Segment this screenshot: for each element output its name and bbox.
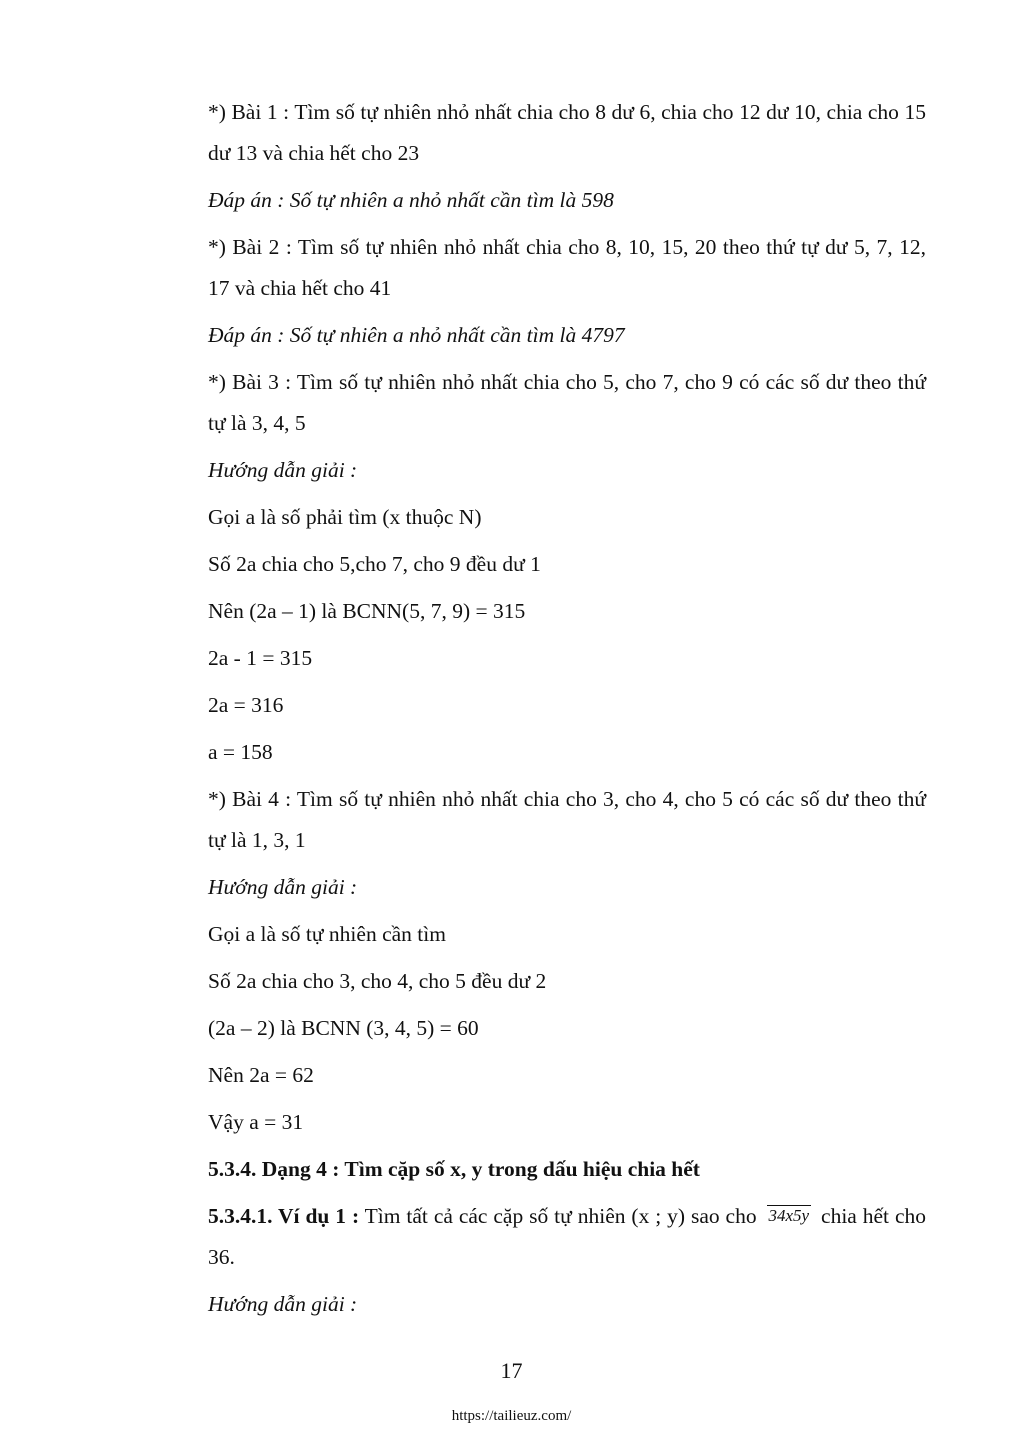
paragraph: Số 2a chia cho 3, cho 4, cho 5 đều dư 2 [208, 969, 547, 993]
italic-paragraph: Hướng dẫn giải : [208, 875, 358, 899]
example-paragraph [208, 1196, 926, 1278]
paragraph: Gọi a là số phải tìm (x thuộc N) [208, 505, 482, 529]
overline-number: 34x5y [768, 1206, 810, 1225]
paragraph: (2a – 2) là BCNN (3, 4, 5) = 60 [208, 1016, 479, 1040]
italic-paragraph: Đáp án : Số tự nhiên a nhỏ nhất cần tìm là 598 [208, 188, 614, 212]
paragraph: *) Bài 1 : Tìm số tự nhiên nhỏ nhất chia cho 8 dư 6, chia cho 12 dư 10, chia cho 15 dư 13 và chia hết cho 23 [208, 100, 926, 165]
italic-paragraph: Đáp án : Số tự nhiên a nhỏ nhất cần tìm là 4797 [208, 323, 625, 347]
paragraph: Nên (2a – 1) là BCNN(5, 7, 9) = 315 [208, 599, 526, 623]
example-label: 5.3.4.1. Ví dụ 1 : [208, 1204, 360, 1228]
paragraph: 2a - 1 = 315 [208, 646, 313, 670]
text-blocks [208, 92, 926, 1190]
solution-heading: Hướng dẫn giải : [208, 1292, 358, 1316]
page-number: 17 [500, 1358, 523, 1383]
example-text-after: chia hết cho 36. [208, 1204, 926, 1269]
paragraph: *) Bài 3 : Tìm số tự nhiên nhỏ nhất chia cho 5, cho 7, cho 9 có các số dư theo thứ tự là 3, 4, 5 [208, 370, 926, 435]
page-content [208, 92, 926, 1331]
paragraph: Gọi a là số tự nhiên cần tìm [208, 922, 446, 946]
italic-paragraph: Hướng dẫn giải : [208, 458, 358, 482]
paragraph: Số 2a chia cho 5,cho 7, cho 9 đều dư 1 [208, 552, 541, 576]
paragraph: Nên 2a = 62 [208, 1063, 314, 1087]
paragraph: *) Bài 4 : Tìm số tự nhiên nhỏ nhất chia cho 3, cho 4, cho 5 có các số dư theo thứ tự là 1, 3, 1 [208, 787, 926, 852]
example-text-before: Tìm tất cả các cặp số tự nhiên (x ; y) sao cho [359, 1204, 763, 1228]
paragraph: Vậy a = 31 [208, 1110, 304, 1134]
paragraph: *) Bài 2 : Tìm số tự nhiên nhỏ nhất chia cho 8, 10, 15, 20 theo thứ tự dư 5, 7, 12, 17 và chia hết cho 41 [208, 235, 926, 300]
paragraph: 2a = 316 [208, 693, 284, 717]
section-heading: 5.3.4. Dạng 4 : Tìm cặp số x, y trong dấu hiệu chia hết [208, 1157, 700, 1181]
paragraph: a = 158 [208, 740, 273, 764]
footer-url: https://tailieuz.com/ [451, 1408, 572, 1424]
